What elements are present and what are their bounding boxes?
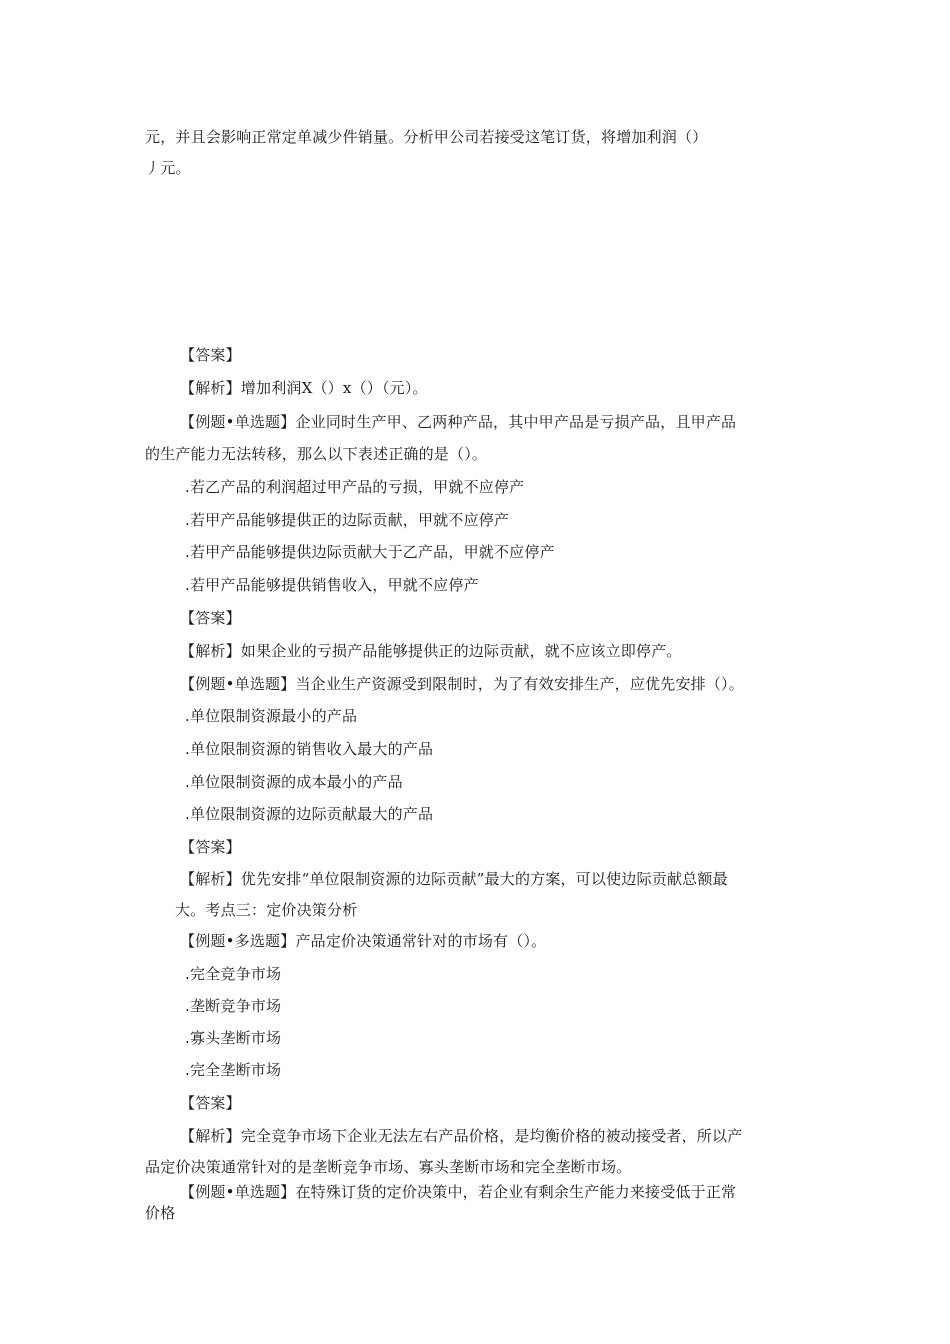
analysis-line: 品定价决策通常针对的是垄断竞争市场、寡头垄断市场和完全垄断市场。 [145, 1158, 632, 1176]
analysis-line: 【解析】优先安排“单位限制资源的边际贡献”最大的方案，可以使边际贡献总额最 [180, 870, 728, 888]
text-line: 丿元。 [145, 159, 191, 177]
section-heading: 大。考点三：定价决策分析 [175, 901, 358, 919]
analysis-line: 【解析】完全竞争市场下企业无法左右产品价格，是均衡价格的被动接受者，所以产 [180, 1127, 743, 1145]
answer-label: 【答案】 [180, 1094, 241, 1112]
option-line: .单位限制资源的销售收入最大的产品 [185, 740, 434, 758]
option-line: .若甲产品能够提供边际贡献大于乙产品，甲就不应停产 [185, 543, 555, 561]
option-line: .完全竞争市场 [185, 965, 282, 983]
question-line: 【例题•单选题】当企业生产资源受到限制时，为了有效安排生产，应优先安排（）。 [180, 675, 744, 693]
option-line: .单位限制资源最小的产品 [185, 707, 358, 725]
answer-label: 【答案】 [180, 346, 241, 364]
question-line: 的生产能力无法转移，那么以下表述正确的是（）。 [145, 445, 488, 463]
option-line: .完全垄断市场 [185, 1061, 282, 1079]
question-line: 【例题•多选题】产品定价决策通常针对的市场有（）。 [180, 932, 547, 950]
option-line: .若甲产品能够提供销售收入，甲就不应停产 [185, 576, 479, 594]
option-line: .寡头垄断市场 [185, 1029, 282, 1047]
option-line: .单位限制资源的成本最小的产品 [185, 773, 403, 791]
answer-label: 【答案】 [180, 609, 241, 627]
question-line: 价格 [145, 1204, 176, 1222]
analysis-line: 【解析】增加利润X（）x（）（元）。 [180, 379, 428, 397]
question-line: 【例题•单选题】企业同时生产甲、乙两种产品，其中甲产品是亏损产品，且甲产品 [180, 413, 737, 431]
text-line: 元，并且会影响正常定单减少件销量。分析甲公司若接受这笔订货，将增加利润（） [145, 128, 708, 146]
question-line: 【例题•单选题】在特殊订货的定价决策中，若企业有剩余生产能力来接受低于正常 [180, 1183, 737, 1201]
option-line: .若乙产品的利润超过甲产品的亏损，甲就不应停产 [185, 478, 525, 496]
option-line: .若甲产品能够提供正的边际贡献，甲就不应停产 [185, 511, 510, 529]
option-line: .单位限制资源的边际贡献最大的产品 [185, 805, 434, 823]
analysis-line: 【解析】如果企业的亏损产品能够提供正的边际贡献，就不应该立即停产。 [180, 642, 682, 660]
answer-label: 【答案】 [180, 838, 241, 856]
option-line: .垄断竞争市场 [185, 997, 282, 1015]
